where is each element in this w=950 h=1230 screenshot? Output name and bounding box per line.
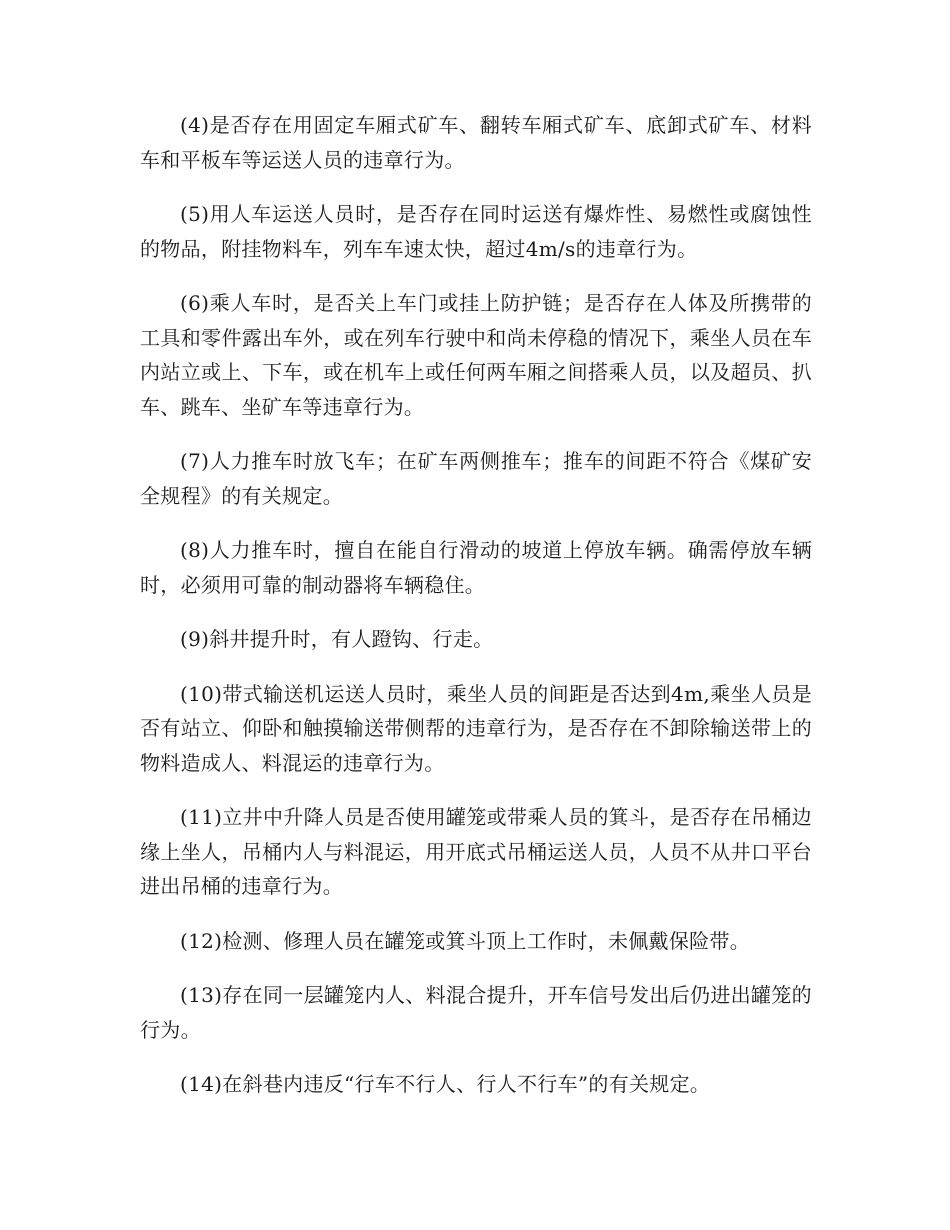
paragraph-item-12: (12)检测、修理人员在罐笼或箕斗顶上工作时，未佩戴保险带。: [180, 928, 751, 953]
paragraph-item-13: (13)存在同一层罐笼内人、料混合提升，开车信号发出后仍进出罐笼的行为。: [140, 983, 812, 1042]
paragraph-item-14: (14)在斜巷内违反“行车不行人、行人不行车”的有关规定。: [180, 1072, 711, 1096]
paragraph-item-11: (11)立井中升降人员是否使用罐笼或带乘人员的箕斗，是否存在吊桶边缘上坐人，吊桶内人与料混运，用开底式吊桶运送人员，人员不从井口平台进出吊桶的违章行为。: [140, 805, 812, 898]
paragraph-item-8: (8)人力推车时，擅自在能自行滑动的坡道上停放车辆。确需停放车辆时，必须用可靠的制动器将车辆稳住。: [140, 538, 812, 597]
paragraph-item-10: (10)带式输送机运送人员时，乘坐人员的间距是否达到4m,乘坐人员是否有站立、仰卧和触摸输送带侧帮的违章行为，是否存在不卸除输送带上的物料造成人、料混运的违章行为。: [140, 681, 812, 775]
paragraph-item-4: (4)是否存在用固定车厢式矿车、翻转车厢式矿车、底卸式矿车、材料车和平板车等运送人员的违章行为。: [140, 113, 812, 172]
paragraph-item-5: (5)用人车运送人员时，是否存在同时运送有爆炸性、易燃性或腐蚀性的物品，附挂物料车，列车车速太快，超过4m/s的违章行为。: [140, 202, 812, 261]
paragraph-item-7: (7)人力推车时放飞车；在矿车两侧推车；推车的间距不符合《煤矿安全规程》的有关规定。: [140, 449, 812, 508]
paragraph-item-9: (9)斜井提升时，有人蹬钩、行走。: [180, 627, 494, 651]
paragraph-item-6: (6)乘人车时，是否关上车门或挂上防护链；是否存在人体及所携带的工具和零件露出车外，或在列车行驶中和尚未停稳的情况下，乘坐人员在车内站立或上、下车，或在机车上或任何两车厢之间搭乘人员，以及超员、扒车、跳车、坐矿车等违章行为。: [140, 291, 812, 419]
document-page: [140, 108, 812, 1122]
